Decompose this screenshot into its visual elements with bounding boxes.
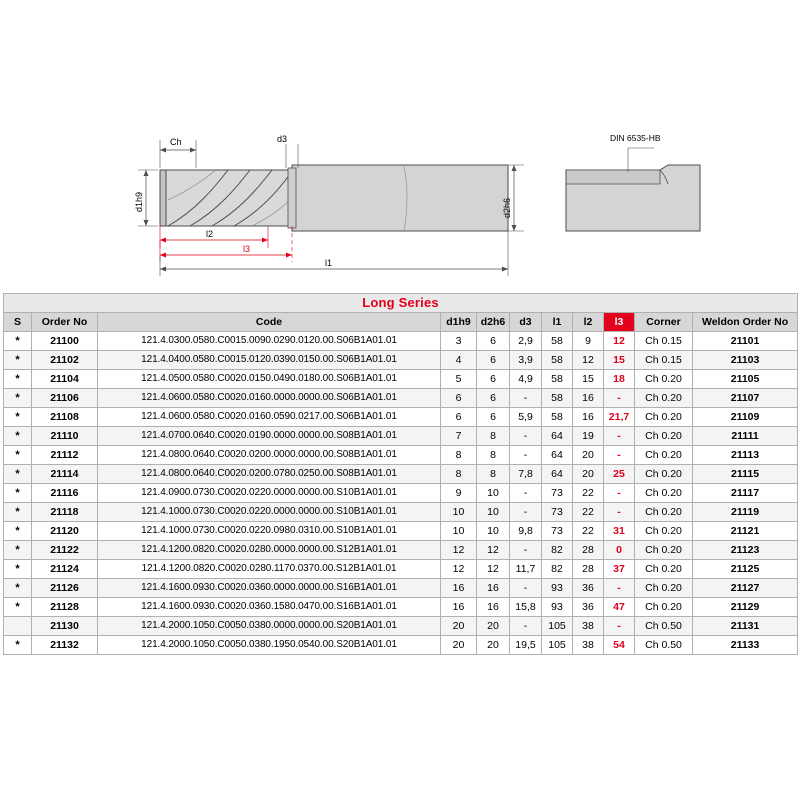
- cell-s: *: [4, 560, 32, 579]
- cell-d3: -: [510, 617, 542, 636]
- cell-corner: Ch 0.20: [635, 560, 693, 579]
- cell-l2: 36: [573, 598, 604, 617]
- label-l3: l3: [243, 244, 251, 254]
- cell-d1h9: 10: [441, 522, 477, 541]
- cell-d2h6: 6: [477, 370, 510, 389]
- cell-d3: -: [510, 579, 542, 598]
- cell-l3: -: [604, 503, 635, 522]
- cell-d2h6: 10: [477, 503, 510, 522]
- cell-l2: 20: [573, 465, 604, 484]
- cell-code: 121.4.1600.0930.C0020.0360.0000.0000.00.S16B1A01.01: [98, 579, 441, 598]
- cell-d3: -: [510, 541, 542, 560]
- cell-d1h9: 6: [441, 389, 477, 408]
- cell-corner: Ch 0.50: [635, 617, 693, 636]
- cell-l2: 16: [573, 389, 604, 408]
- dimension-d1h9: [134, 170, 158, 226]
- cell-code: 121.4.1200.0820.C0020.0280.0000.0000.00.S12B1A01.01: [98, 541, 441, 560]
- cell-corner: Ch 0.20: [635, 503, 693, 522]
- col-header-l2: l2: [573, 313, 604, 332]
- cell-d3: 15,8: [510, 598, 542, 617]
- cell-s: *: [4, 465, 32, 484]
- cell-s: *: [4, 484, 32, 503]
- cell-d2h6: 8: [477, 427, 510, 446]
- cell-d1h9: 16: [441, 598, 477, 617]
- cell-code: 121.4.1200.0820.C0020.0280.1170.0370.00.S12B1A01.01: [98, 560, 441, 579]
- table-row: [4, 579, 798, 598]
- cell-d2h6: 12: [477, 541, 510, 560]
- table-row: [4, 370, 798, 389]
- cell-d1h9: 20: [441, 617, 477, 636]
- cell-l2: 22: [573, 484, 604, 503]
- cell-l1: 93: [542, 579, 573, 598]
- col-header-corner: Corner: [635, 313, 693, 332]
- cell-s: *: [4, 370, 32, 389]
- dimension-ch: [160, 137, 196, 168]
- cell-d3: -: [510, 446, 542, 465]
- cell-d3: -: [510, 389, 542, 408]
- spec-table-container: [3, 293, 797, 655]
- cell-d2h6: 12: [477, 560, 510, 579]
- cell-s: [4, 617, 32, 636]
- cell-weldon-order-no: 21133: [693, 636, 798, 655]
- table-row: [4, 541, 798, 560]
- cell-s: *: [4, 522, 32, 541]
- cell-weldon-order-no: 21111: [693, 427, 798, 446]
- cell-corner: Ch 0.20: [635, 522, 693, 541]
- label-ch: Ch: [170, 137, 182, 147]
- cell-order-no: 21110: [32, 427, 98, 446]
- cell-corner: Ch 0.20: [635, 389, 693, 408]
- spec-table-body: [4, 332, 798, 655]
- cell-d2h6: 6: [477, 351, 510, 370]
- table-row: [4, 427, 798, 446]
- cell-code: 121.4.0600.0580.C0020.0160.0000.0000.00.S06B1A01.01: [98, 389, 441, 408]
- cell-corner: Ch 0.20: [635, 465, 693, 484]
- col-header-l1: l1: [542, 313, 573, 332]
- cell-s: *: [4, 503, 32, 522]
- cell-l3: -: [604, 579, 635, 598]
- col-header-d1h9: d1h9: [441, 313, 477, 332]
- dimension-l3: [160, 226, 292, 262]
- cell-order-no: 21126: [32, 579, 98, 598]
- cell-d1h9: 7: [441, 427, 477, 446]
- cell-d2h6: 20: [477, 617, 510, 636]
- cell-l3: 18: [604, 370, 635, 389]
- label-d1h9: d1h9: [134, 191, 144, 212]
- cell-d1h9: 20: [441, 636, 477, 655]
- cell-order-no: 21106: [32, 389, 98, 408]
- table-row: [4, 351, 798, 370]
- cell-d3: 2,9: [510, 332, 542, 351]
- cell-l1: 93: [542, 598, 573, 617]
- cell-weldon-order-no: 21119: [693, 503, 798, 522]
- table-row: [4, 617, 798, 636]
- cell-order-no: 21124: [32, 560, 98, 579]
- cell-code: 121.4.0300.0580.C0015.0090.0290.0120.00.S06B1A01.01: [98, 332, 441, 351]
- cell-d3: -: [510, 503, 542, 522]
- cell-weldon-order-no: 21107: [693, 389, 798, 408]
- cell-s: *: [4, 389, 32, 408]
- cell-order-no: 21104: [32, 370, 98, 389]
- cell-l1: 73: [542, 522, 573, 541]
- dimension-d3: [277, 134, 298, 168]
- cell-code: 121.4.0700.0640.C0020.0190.0000.0000.00.S08B1A01.01: [98, 427, 441, 446]
- cell-corner: Ch 0.20: [635, 484, 693, 503]
- table-row: [4, 484, 798, 503]
- cell-d1h9: 12: [441, 560, 477, 579]
- cell-code: 121.4.2000.1050.C0050.0380.1950.0540.00.S20B1A01.01: [98, 636, 441, 655]
- cell-weldon-order-no: 21121: [693, 522, 798, 541]
- cell-d2h6: 16: [477, 598, 510, 617]
- cell-corner: Ch 0.20: [635, 427, 693, 446]
- cell-l1: 58: [542, 408, 573, 427]
- cell-corner: Ch 0.20: [635, 408, 693, 427]
- cell-s: *: [4, 446, 32, 465]
- cell-d1h9: 12: [441, 541, 477, 560]
- weldon-shank-detail: [566, 133, 700, 231]
- cell-l2: 38: [573, 636, 604, 655]
- cell-weldon-order-no: 21103: [693, 351, 798, 370]
- table-row: [4, 465, 798, 484]
- cell-weldon-order-no: 21129: [693, 598, 798, 617]
- cell-d3: 7,8: [510, 465, 542, 484]
- cell-l3: 0: [604, 541, 635, 560]
- cell-code: 121.4.0800.0640.C0020.0200.0780.0250.00.S08B1A01.01: [98, 465, 441, 484]
- cell-order-no: 21122: [32, 541, 98, 560]
- cell-code: 121.4.1000.0730.C0020.0220.0000.0000.00.S10B1A01.01: [98, 503, 441, 522]
- table-row: [4, 389, 798, 408]
- cell-l3: 21,7: [604, 408, 635, 427]
- cell-weldon-order-no: 21101: [693, 332, 798, 351]
- cell-weldon-order-no: 21113: [693, 446, 798, 465]
- cell-l1: 64: [542, 446, 573, 465]
- cell-weldon-order-no: 21109: [693, 408, 798, 427]
- cell-d2h6: 6: [477, 332, 510, 351]
- cell-order-no: 21132: [32, 636, 98, 655]
- cell-l3: 47: [604, 598, 635, 617]
- col-header-s: S: [4, 313, 32, 332]
- cell-l3: -: [604, 484, 635, 503]
- cell-d2h6: 8: [477, 465, 510, 484]
- table-row: [4, 408, 798, 427]
- cell-order-no: 21116: [32, 484, 98, 503]
- label-d2h6: d2h6: [502, 197, 512, 218]
- cell-d3: -: [510, 484, 542, 503]
- cell-l3: 25: [604, 465, 635, 484]
- cell-l2: 20: [573, 446, 604, 465]
- cell-d1h9: 5: [441, 370, 477, 389]
- cell-d1h9: 9: [441, 484, 477, 503]
- cell-corner: Ch 0.15: [635, 332, 693, 351]
- cell-s: *: [4, 636, 32, 655]
- cell-s: *: [4, 427, 32, 446]
- label-l1: l1: [325, 258, 333, 268]
- cell-s: *: [4, 541, 32, 560]
- col-header-d2h6: d2h6: [477, 313, 510, 332]
- cell-l3: 31: [604, 522, 635, 541]
- cell-l1: 58: [542, 389, 573, 408]
- cell-l2: 28: [573, 541, 604, 560]
- table-title-row: [4, 294, 798, 313]
- cell-d2h6: 6: [477, 389, 510, 408]
- cell-d2h6: 10: [477, 484, 510, 503]
- cell-s: *: [4, 408, 32, 427]
- cell-l1: 58: [542, 332, 573, 351]
- cell-order-no: 21118: [32, 503, 98, 522]
- cell-weldon-order-no: 21127: [693, 579, 798, 598]
- table-row: [4, 503, 798, 522]
- cell-l2: 15: [573, 370, 604, 389]
- table-row: [4, 598, 798, 617]
- cell-weldon-order-no: 21117: [693, 484, 798, 503]
- cell-code: 121.4.0600.0580.C0020.0160.0590.0217.00.S06B1A01.01: [98, 408, 441, 427]
- cell-l2: 16: [573, 408, 604, 427]
- cell-l3: -: [604, 446, 635, 465]
- col-header-l3: l3: [604, 313, 635, 332]
- col-header-code: Code: [98, 313, 441, 332]
- cell-l1: 82: [542, 560, 573, 579]
- cell-code: 121.4.1600.0930.C0020.0360.1580.0470.00.S16B1A01.01: [98, 598, 441, 617]
- cell-corner: Ch 0.20: [635, 446, 693, 465]
- col-header-weldon: Weldon Order No: [693, 313, 798, 332]
- cell-l1: 82: [542, 541, 573, 560]
- cell-order-no: 21102: [32, 351, 98, 370]
- table-row: [4, 446, 798, 465]
- label-d3: d3: [277, 134, 288, 144]
- cell-code: 121.4.0500.0580.C0020.0150.0490.0180.00.S06B1A01.01: [98, 370, 441, 389]
- col-header-d3: d3: [510, 313, 542, 332]
- cell-l1: 58: [542, 351, 573, 370]
- cell-d3: 11,7: [510, 560, 542, 579]
- cell-order-no: 21108: [32, 408, 98, 427]
- cell-l2: 28: [573, 560, 604, 579]
- cell-s: *: [4, 579, 32, 598]
- cell-d2h6: 16: [477, 579, 510, 598]
- cell-d2h6: 10: [477, 522, 510, 541]
- cell-s: *: [4, 332, 32, 351]
- cell-d3: 5,9: [510, 408, 542, 427]
- col-header-order: Order No: [32, 313, 98, 332]
- cell-l3: 12: [604, 332, 635, 351]
- cell-weldon-order-no: 21123: [693, 541, 798, 560]
- cell-l1: 73: [542, 484, 573, 503]
- label-l2: l2: [206, 229, 214, 239]
- cell-order-no: 21100: [32, 332, 98, 351]
- cell-l1: 64: [542, 427, 573, 446]
- cell-code: 121.4.1000.0730.C0020.0220.0980.0310.00.S10B1A01.01: [98, 522, 441, 541]
- cell-l3: -: [604, 389, 635, 408]
- cell-d1h9: 4: [441, 351, 477, 370]
- cell-d2h6: 20: [477, 636, 510, 655]
- cell-order-no: 21128: [32, 598, 98, 617]
- cell-l3: 15: [604, 351, 635, 370]
- cell-d3: 9,8: [510, 522, 542, 541]
- cell-l3: 54: [604, 636, 635, 655]
- cell-d2h6: 8: [477, 446, 510, 465]
- endmill-body: [160, 165, 508, 231]
- cell-corner: Ch 0.15: [635, 351, 693, 370]
- cell-code: 121.4.0900.0730.C0020.0220.0000.0000.00.S10B1A01.01: [98, 484, 441, 503]
- cell-d3: 3,9: [510, 351, 542, 370]
- cell-l2: 9: [573, 332, 604, 351]
- cell-d2h6: 6: [477, 408, 510, 427]
- cell-d3: -: [510, 427, 542, 446]
- table-row: [4, 522, 798, 541]
- cell-l2: 22: [573, 522, 604, 541]
- cell-code: 121.4.2000.1050.C0050.0380.0000.0000.00.S20B1A01.01: [98, 617, 441, 636]
- cell-corner: Ch 0.20: [635, 579, 693, 598]
- table-header-row: [4, 313, 798, 332]
- cell-l2: 38: [573, 617, 604, 636]
- cell-code: 121.4.0800.0640.C0020.0200.0000.0000.00.S08B1A01.01: [98, 446, 441, 465]
- cell-l1: 105: [542, 617, 573, 636]
- cell-l2: 12: [573, 351, 604, 370]
- table-title: Long Series: [4, 294, 798, 313]
- cell-weldon-order-no: 21105: [693, 370, 798, 389]
- cell-weldon-order-no: 21131: [693, 617, 798, 636]
- label-din-standard: DIN 6535-HB: [610, 133, 661, 143]
- cell-d1h9: 10: [441, 503, 477, 522]
- cell-l3: -: [604, 617, 635, 636]
- dimension-l2: [160, 226, 268, 248]
- cell-d1h9: 3: [441, 332, 477, 351]
- cell-l2: 36: [573, 579, 604, 598]
- cell-weldon-order-no: 21115: [693, 465, 798, 484]
- cell-order-no: 21130: [32, 617, 98, 636]
- cell-s: *: [4, 351, 32, 370]
- spec-table: [3, 293, 798, 655]
- cell-weldon-order-no: 21125: [693, 560, 798, 579]
- cell-d3: 4,9: [510, 370, 542, 389]
- cell-corner: Ch 0.50: [635, 636, 693, 655]
- cell-d3: 19,5: [510, 636, 542, 655]
- table-row: [4, 332, 798, 351]
- cell-d1h9: 16: [441, 579, 477, 598]
- cell-order-no: 21120: [32, 522, 98, 541]
- cell-order-no: 21112: [32, 446, 98, 465]
- table-row: [4, 560, 798, 579]
- cell-s: *: [4, 598, 32, 617]
- cell-order-no: 21114: [32, 465, 98, 484]
- cell-corner: Ch 0.20: [635, 541, 693, 560]
- cell-l1: 105: [542, 636, 573, 655]
- cell-l2: 19: [573, 427, 604, 446]
- cell-d1h9: 6: [441, 408, 477, 427]
- cell-l1: 64: [542, 465, 573, 484]
- cell-l3: -: [604, 427, 635, 446]
- cell-l3: 37: [604, 560, 635, 579]
- cell-l1: 58: [542, 370, 573, 389]
- table-row: [4, 636, 798, 655]
- cell-corner: Ch 0.20: [635, 370, 693, 389]
- cell-d1h9: 8: [441, 446, 477, 465]
- cell-corner: Ch 0.20: [635, 598, 693, 617]
- technical-drawing: [0, 110, 800, 290]
- cell-code: 121.4.0400.0580.C0015.0120.0390.0150.00.S06B1A01.01: [98, 351, 441, 370]
- cell-l1: 73: [542, 503, 573, 522]
- cell-l2: 22: [573, 503, 604, 522]
- cell-d1h9: 8: [441, 465, 477, 484]
